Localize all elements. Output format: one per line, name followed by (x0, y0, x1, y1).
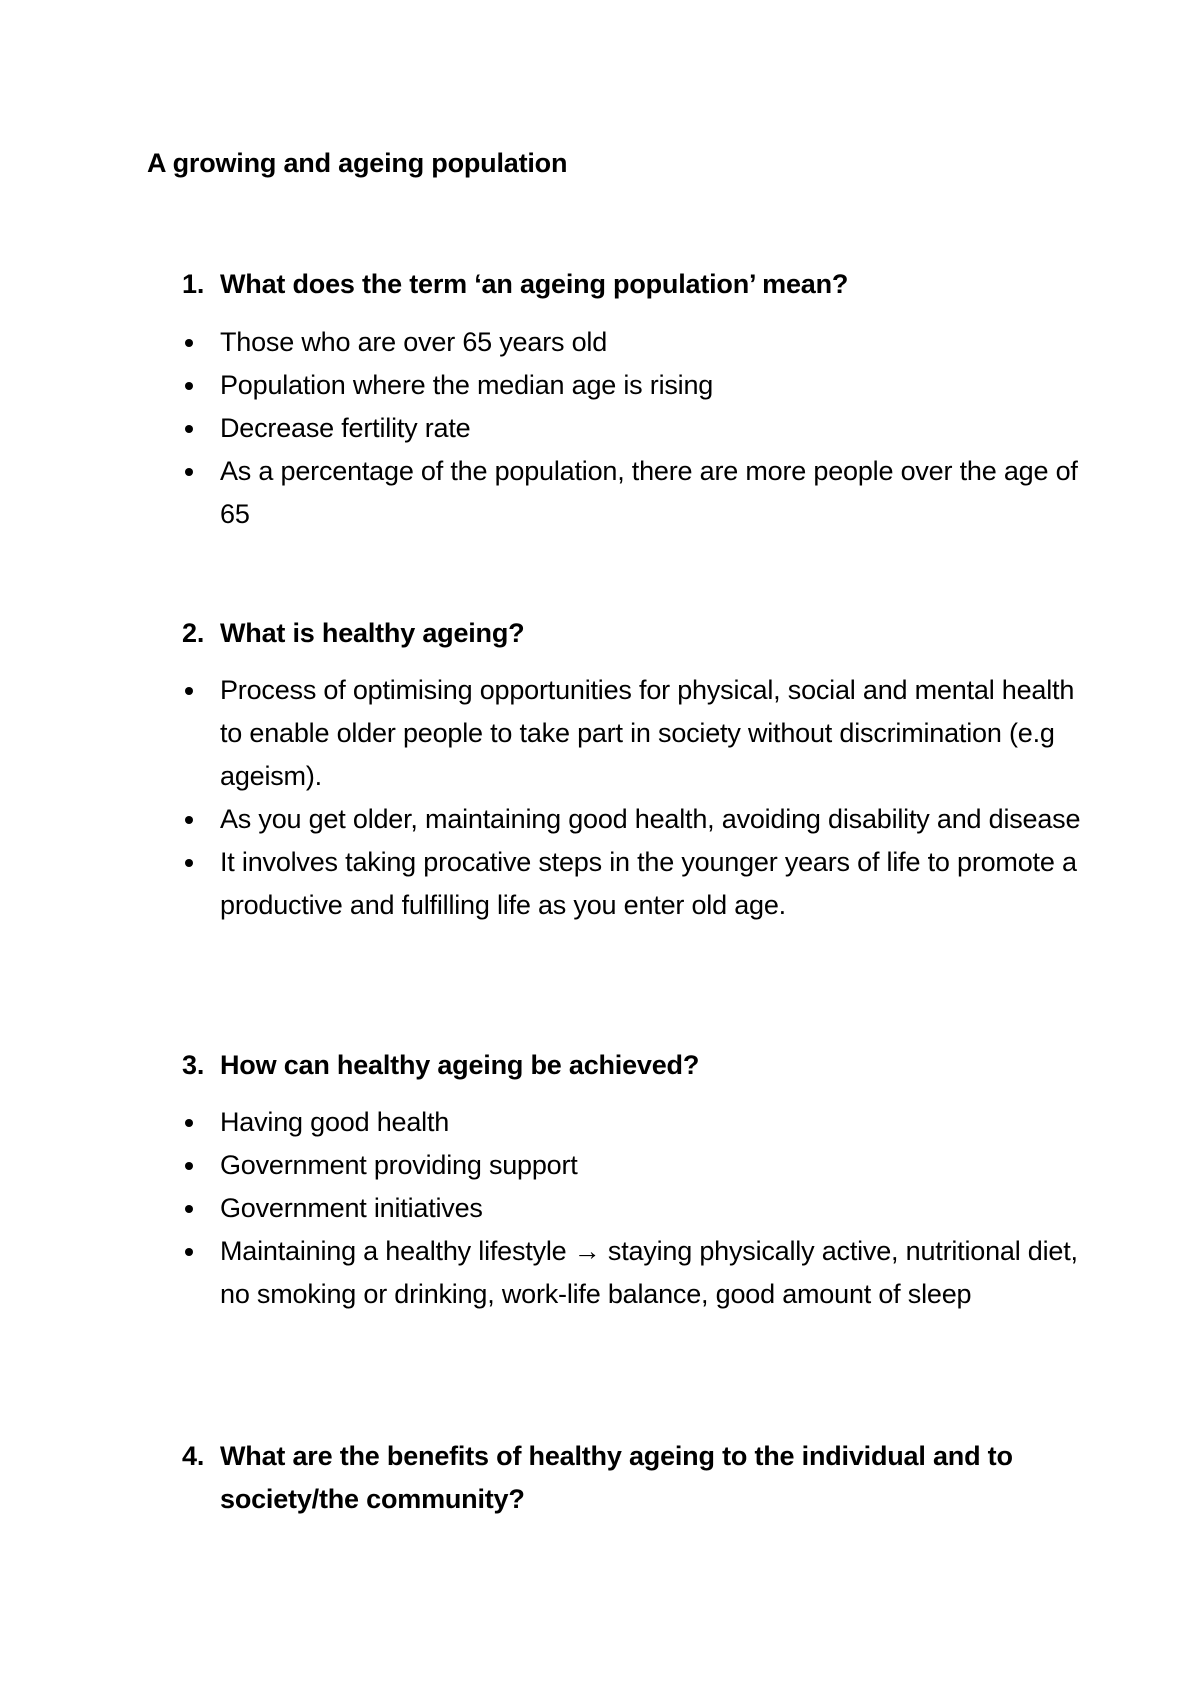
list-item (182, 407, 1082, 450)
list-item (182, 841, 1082, 927)
list-item (182, 1187, 1082, 1230)
question-3 (182, 1044, 1082, 1087)
question-number: 3. (182, 1050, 205, 1080)
answer-list-2 (182, 669, 1082, 927)
question-2 (182, 612, 1082, 655)
question-number: 2. (182, 618, 205, 648)
question-text: What is healthy ageing? (220, 618, 525, 648)
answer-text: Having good health (220, 1107, 450, 1137)
answer-text: Population where the median age is rising (220, 370, 714, 400)
list-item (182, 364, 1082, 407)
list-item (182, 669, 1082, 798)
list-item (182, 1230, 1082, 1316)
bullet-icon (185, 1205, 193, 1213)
bullet-icon (185, 382, 193, 390)
bullet-icon (185, 425, 193, 433)
bullet-icon (185, 1119, 193, 1127)
bullet-icon (185, 859, 193, 867)
answer-text: Government providing support (220, 1150, 578, 1180)
question-text: What are the benefits of healthy ageing to the individual and to society/the community? (220, 1441, 1013, 1514)
bullet-icon (185, 687, 193, 695)
answer-text: It involves taking procative steps in the younger years of life to promote a productive and fulfilling life as you enter old age. (220, 847, 1077, 920)
list-item (182, 1101, 1082, 1144)
question-text: How can healthy ageing be achieved? (220, 1050, 700, 1080)
answer-list-3 (182, 1101, 1082, 1316)
list-item (182, 1144, 1082, 1187)
answer-text: As a percentage of the population, there are more people over the age of 65 (220, 456, 1078, 529)
bullet-icon (185, 468, 193, 476)
question-text: What does the term ‘an ageing population’ mean? (220, 269, 849, 299)
answer-list-1 (182, 321, 1082, 536)
answer-text: Those who are over 65 years old (220, 327, 608, 357)
bullet-icon (185, 1248, 193, 1256)
bullet-icon (185, 339, 193, 347)
answer-text: Process of optimising opportunities for physical, social and mental health to enable older people to take part in society without discrimination (e.g ageism). (220, 675, 1075, 791)
question-1 (182, 263, 1082, 306)
answer-text: Decrease fertility rate (220, 413, 471, 443)
answer-text: As you get older, maintaining good health, avoiding disability and disease (220, 804, 1081, 834)
answer-text: Maintaining a healthy lifestyle → staying physically active, nutritional diet, no smoking or drinking, work-life balance, good amount of sleep (220, 1236, 1078, 1309)
document-title: A growing and ageing population (147, 148, 568, 178)
list-item (182, 321, 1082, 364)
bullet-icon (185, 816, 193, 824)
answer-text: Government initiatives (220, 1193, 483, 1223)
question-number: 4. (182, 1441, 205, 1471)
question-4 (182, 1435, 1082, 1521)
list-item (182, 450, 1082, 536)
bullet-icon (185, 1162, 193, 1170)
list-item (182, 798, 1082, 841)
question-number: 1. (182, 269, 205, 299)
